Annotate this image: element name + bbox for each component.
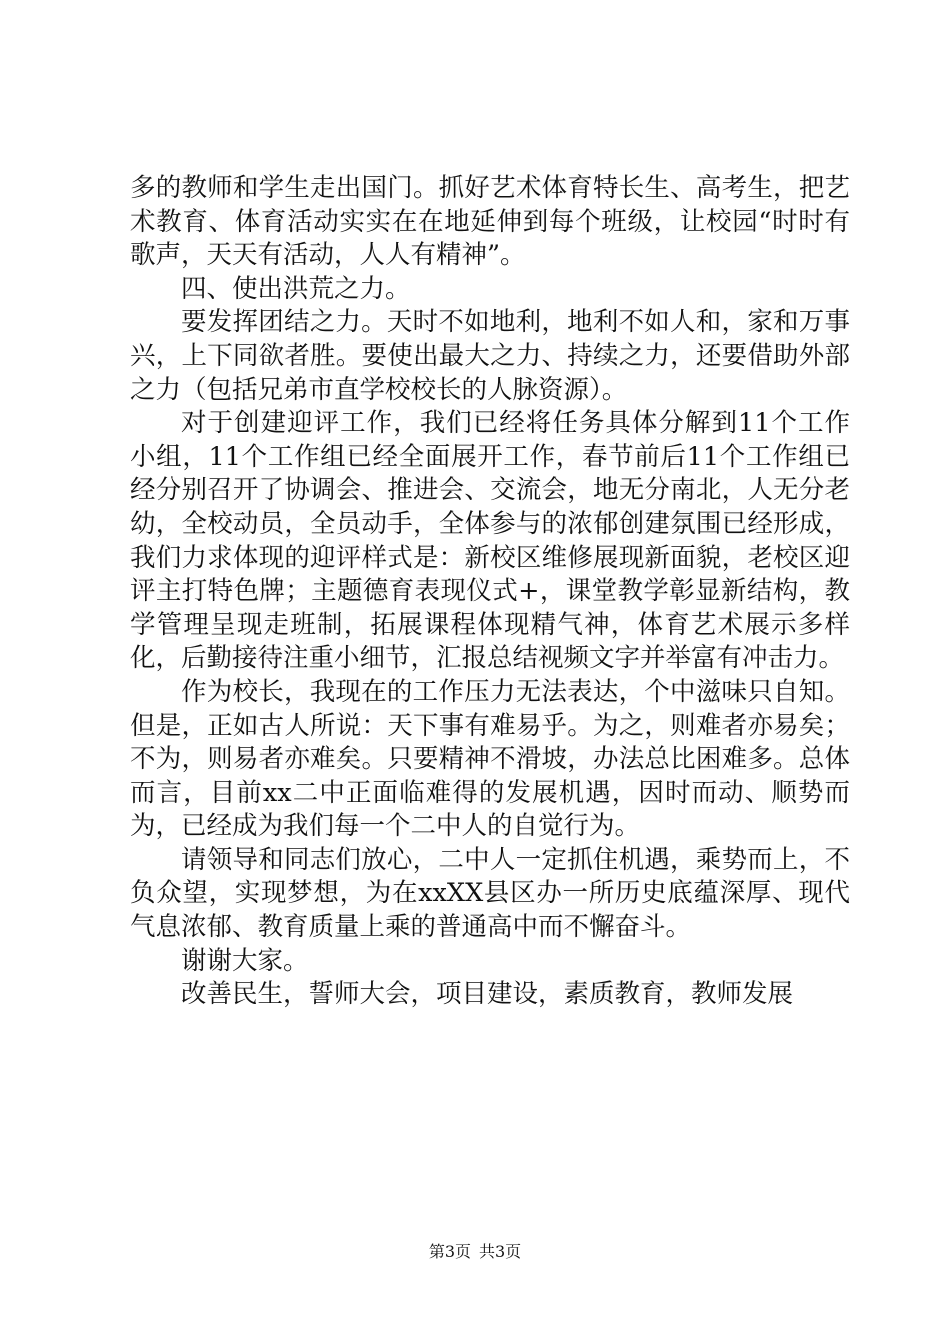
document-body <box>130 172 850 1012</box>
paragraph: 要发挥团结之力。天时不如地利，地利不如人和，家和万事兴，上下同欲者胜。要使出最大之力、持续之力，还要借助外部之力（包括兄弟市直学校校长的人脉资源）。 <box>130 307 850 405</box>
closing-thanks: 谢谢大家。 <box>181 945 309 976</box>
page-footer <box>0 1242 950 1262</box>
paragraph-continuation: 多的教师和学生走出国门。抓好艺术体育特长生、高考生，把艺术教育、体育活动实实在在地延伸到每个班级，让校园“时时有歌声，天天有活动，人人有精神”。 <box>130 173 850 271</box>
section-heading: 四、使出洪荒之力。 <box>181 273 411 304</box>
paragraph: 请领导和同志们放心，二中人一定抓住机遇，乘势而上，不负众望，实现梦想，为在xxXX县区办一所历史底蕴深厚、现代气息浓郁、教育质量上乘的普通高中而不懈奋斗。 <box>130 844 850 943</box>
paragraph: 作为校长，我现在的工作压力无法表达，个中滋味只自知。但是，正如古人所说：天下事有难易乎。为之，则难者亦易矣；不为，则易者亦难矣。只要精神不滑坡，办法总比困难多。总体而言，目前xx二中正面临难得的发展机遇，因时而动、顺势而为，已经成为我们每一个二中人的自觉行为。 <box>130 676 850 842</box>
keywords-line: 改善民生，誓师大会，项目建设，素质教育，教师发展 <box>181 979 794 1010</box>
page-total: 共3页 <box>479 1242 522 1261</box>
page-number: 第3页 <box>428 1242 471 1261</box>
paragraph: 对于创建迎评工作，我们已经将任务具体分解到11个工作小组，11个工作组已经全面展开工作，春节前后11个工作组已经分别召开了协调会、推进会、交流会，地无分南北，人无分老幼，全校动员，全员动手，全体参与的浓郁创建氛围已经形成，我们力求体现的迎评样式是：新校区维修展现新面貌，老校区迎评主打特色牌；主题德育表现仪式+，课堂教学彰显新结构，教学管理呈现走班制，拓展课程体现精气神，体育艺术展示多样化，后勤接待注重小细节，汇报总结视频文字并举富有冲击力。 <box>130 408 850 674</box>
